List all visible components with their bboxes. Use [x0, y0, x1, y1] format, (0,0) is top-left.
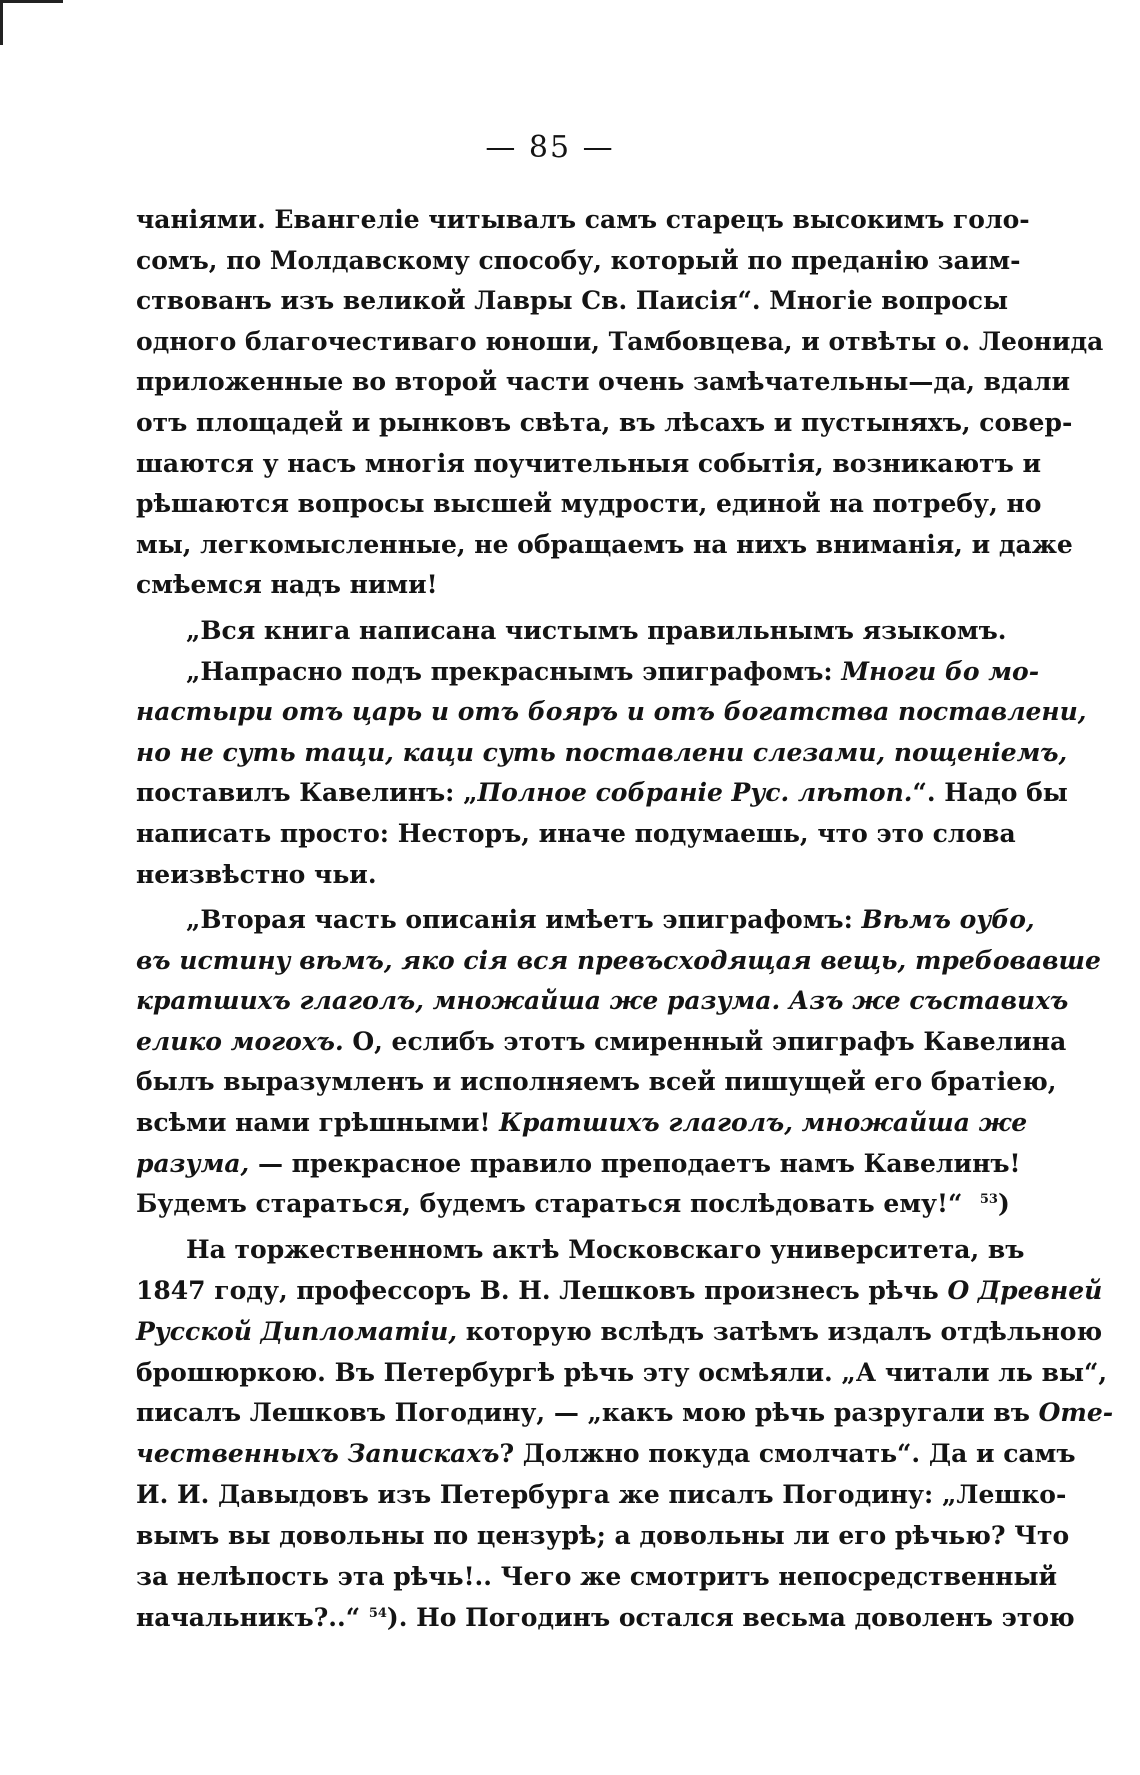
quoted-phrase: Кратшихъ глаголъ, множайша же: [499, 1108, 1028, 1138]
text-line: [136, 733, 1068, 774]
speech-title: Русской Дипломатіи,: [136, 1316, 458, 1346]
text-line: [136, 941, 1101, 982]
text-line: „Вся книга написана чистымъ правильнымъ языкомъ.: [186, 615, 1007, 645]
text-line: брошюркою. Въ Петербургѣ рѣчь эту осмѣяли. „А читали ль вы“,: [136, 1357, 1108, 1387]
text-line: Русской Дипломатіи, которую вслѣдъ затѣмъ издалъ отдѣльною: [136, 1316, 1103, 1346]
text-line: писалъ Лешковъ Погодину, — „какъ мою рѣчь разругали въ Оте-: [136, 1398, 1114, 1428]
journal-title: чественныхъ Запискахъ: [136, 1439, 500, 1469]
text-line: [136, 692, 1087, 733]
text-line: [136, 981, 1069, 1022]
text-line: неизвѣстно чьи.: [136, 859, 377, 889]
text-line: за нелѣпость эта рѣчь!.. Чего же смотритъ непосредственный: [136, 1561, 1058, 1591]
footnote-marker: 54: [368, 1605, 387, 1621]
epigraph-text: Многи бо мо-: [841, 656, 1040, 686]
paragraph: [136, 900, 1101, 1225]
paragraph: [136, 652, 1087, 896]
text-line: И. И. Давыдовъ изъ Петербурга же писалъ Погодину: „Лешко-: [136, 1480, 1067, 1510]
page-number: — 85 —: [485, 130, 615, 165]
text-line: начальникъ?..“ $^{54}$). Но Погодинъ остался весьма доволенъ этою: [136, 1602, 1075, 1632]
text-line: „Напрасно подъ прекраснымъ эпиграфомъ: Многи бо мо-: [186, 656, 1040, 686]
text-line: всѣми нами грѣшными! Кратшихъ глаголъ, множайша же: [136, 1108, 1028, 1138]
text-line: смѣемся надъ ними!: [136, 570, 438, 600]
paragraph: [136, 611, 1007, 652]
epigraph-text: въ истину вѣмъ, яко сія вся превъсходящая вещь, требовавше: [136, 945, 1101, 975]
text-line: приложенные во второй части очень замѣчательны—да, вдали: [136, 367, 1070, 397]
text-line: отъ площадей и рынковъ свѣта, въ лѣсахъ и пустыняхъ, совер-: [136, 407, 1073, 437]
quoted-phrase: разума,: [136, 1148, 250, 1178]
text-line: 1847 году, профессоръ В. Н. Лешковъ произнесъ рѣчь О Древней: [136, 1275, 1103, 1305]
text-line: шаются у насъ многія поучительныя событія, возникаютъ и: [136, 448, 1042, 478]
epigraph-text: настыри отъ царь и отъ бояръ и отъ богатства поставлени,: [136, 697, 1087, 727]
text-line: рѣшаются вопросы высшей мудрости, единой на потребу, но: [136, 489, 1042, 519]
text-line: „Вторая часть описанія имѣетъ эпиграфомъ: Вѣмъ оубо,: [186, 905, 1035, 935]
text-line: чественныхъ Запискахъ? Должно покуда смолчать“. Да и самъ: [136, 1439, 1076, 1469]
text-line: сомъ, по Молдавскому способу, который по преданію заим-: [136, 245, 1021, 275]
page-body: [136, 200, 1114, 1639]
text-line: елико могохъ. О, еслибъ этотъ смиренный эпиграфъ Кавелина: [136, 1026, 1067, 1056]
text-line: написать просто: Несторъ, иначе подумаешь, что это слова: [136, 818, 1016, 848]
epigraph-text: но не суть таци, каци суть поставлени слезами, пощеніемъ,: [136, 737, 1068, 767]
text-line: былъ выразумленъ и исполняемъ всей пишущей его братіею,: [136, 1067, 1057, 1097]
text-line: поставилъ Кавелинъ: „Полное собраніе Рус. лѣтоп.“. Надо бы: [136, 778, 1068, 808]
text-line: одного благочестиваго юноши, Тамбовцева, и отвѣты о. Леонида: [136, 326, 1104, 356]
epigraph-text: Вѣмъ оубо,: [861, 905, 1035, 935]
text-line: разума, — прекрасное правило преподаетъ намъ Кавелинъ!: [136, 1148, 1021, 1178]
footnote-marker: 53: [979, 1192, 998, 1208]
scan-corner-mark: [0, 0, 63, 17]
journal-title: Оте-: [1038, 1398, 1114, 1428]
text-line: ствованъ изъ великой Лавры Св. Паисія“. Многіе вопросы: [136, 286, 1009, 316]
text-line: На торжественномъ актѣ Московскаго университета, въ: [186, 1234, 1025, 1264]
text-line: вымъ вы довольны по цензурѣ; а довольны ли его рѣчью? Что: [136, 1521, 1070, 1551]
text-line: Будемъ стараться, будемъ стараться послѣдовать ему!“ $^{53}$): [136, 1189, 1010, 1219]
paragraph: [136, 200, 1104, 606]
speech-title: О Древней: [947, 1275, 1103, 1305]
epigraph-text: кратшихъ глаголъ, множайша же разума. Азъ же съставихъ: [136, 986, 1069, 1016]
book-title: Полное собраніе Рус. лѣтоп.: [477, 778, 913, 808]
epigraph-text: елико могохъ.: [136, 1026, 344, 1056]
text-line: мы, легкомысленные, не обращаемъ на нихъ вниманія, и даже: [136, 529, 1073, 559]
text-line: чаніями. Евангеліе читывалъ самъ старецъ высокимъ голо-: [136, 205, 1030, 234]
paragraph: [136, 1230, 1114, 1639]
